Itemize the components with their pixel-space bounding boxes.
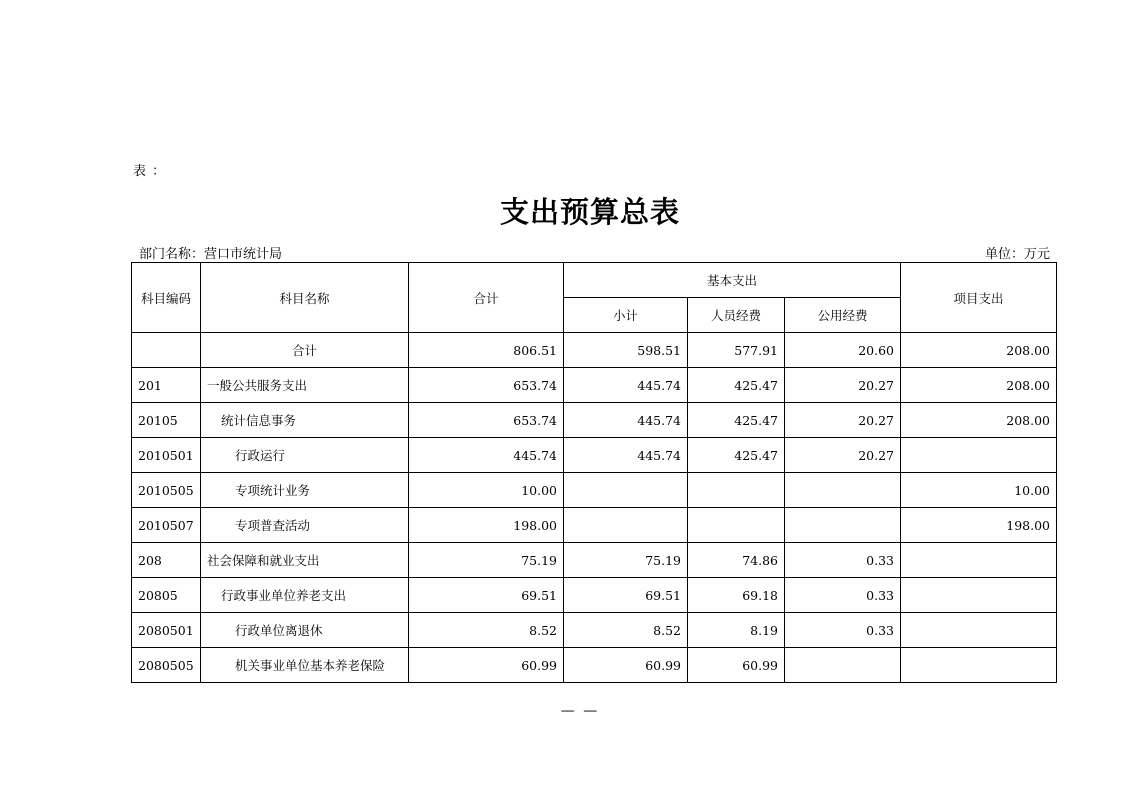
header-subtotal: 小计 <box>564 298 688 333</box>
subtotal-cell <box>564 473 688 508</box>
total-cell: 75.19 <box>409 543 564 578</box>
name-cell: 一般公共服务支出 <box>201 368 409 403</box>
header-personnel: 人员经费 <box>688 298 785 333</box>
table-row <box>132 473 1057 508</box>
total-cell: 445.74 <box>409 438 564 473</box>
project-cell: 208.00 <box>901 333 1057 368</box>
table-row <box>132 333 1057 368</box>
subtotal-cell: 8.52 <box>564 613 688 648</box>
code-cell: 2080505 <box>132 648 201 683</box>
total-cell: 653.74 <box>409 368 564 403</box>
total-cell: 60.99 <box>409 648 564 683</box>
project-cell <box>901 578 1057 613</box>
code-cell: 201 <box>132 368 201 403</box>
project-cell <box>901 438 1057 473</box>
code-cell: 20105 <box>132 403 201 438</box>
total-cell: 653.74 <box>409 403 564 438</box>
name-cell: 行政单位离退休 <box>201 613 409 648</box>
personnel-cell: 60.99 <box>688 648 785 683</box>
public-cell: 20.27 <box>785 438 901 473</box>
project-cell: 10.00 <box>901 473 1057 508</box>
table-row <box>132 403 1057 438</box>
subtotal-cell: 445.74 <box>564 403 688 438</box>
name-cell: 行政运行 <box>201 438 409 473</box>
header-basic: 基本支出 <box>564 263 901 298</box>
table-row <box>132 438 1057 473</box>
personnel-cell: 74.86 <box>688 543 785 578</box>
code-cell: 2080501 <box>132 613 201 648</box>
unit-label: 单位：万元 <box>984 247 1050 262</box>
project-cell: 208.00 <box>901 403 1057 438</box>
code-cell: 20805 <box>132 578 201 613</box>
budget-table <box>131 262 1057 683</box>
header-name: 科目名称 <box>201 263 409 333</box>
table-label: 表 ： <box>133 164 167 179</box>
total-cell: 69.51 <box>409 578 564 613</box>
page-marker: — — <box>560 703 600 719</box>
name-cell: 社会保障和就业支出 <box>201 543 409 578</box>
public-cell: 0.33 <box>785 543 901 578</box>
personnel-cell: 69.18 <box>688 578 785 613</box>
table-row <box>132 508 1057 543</box>
name-cell: 合计 <box>201 333 409 368</box>
name-cell: 专项普查活动 <box>201 508 409 543</box>
table-row <box>132 368 1057 403</box>
personnel-cell <box>688 508 785 543</box>
project-cell: 208.00 <box>901 368 1057 403</box>
header-total: 合计 <box>409 263 564 333</box>
total-cell: 198.00 <box>409 508 564 543</box>
subtotal-cell: 445.74 <box>564 368 688 403</box>
project-cell <box>901 543 1057 578</box>
personnel-cell: 577.91 <box>688 333 785 368</box>
page-title: 支出预算总表 <box>499 195 680 229</box>
code-cell: 2010505 <box>132 473 201 508</box>
public-cell: 0.33 <box>785 578 901 613</box>
personnel-cell: 425.47 <box>688 368 785 403</box>
table-row <box>132 578 1057 613</box>
table-row <box>132 648 1057 683</box>
public-cell: 0.33 <box>785 613 901 648</box>
public-cell: 20.27 <box>785 368 901 403</box>
department-name: 部门名称：营口市统计局 <box>139 247 283 262</box>
name-cell: 专项统计业务 <box>201 473 409 508</box>
public-cell <box>785 508 901 543</box>
project-cell <box>901 613 1057 648</box>
total-cell: 8.52 <box>409 613 564 648</box>
personnel-cell: 8.19 <box>688 613 785 648</box>
name-cell: 机关事业单位基本养老保险 <box>201 648 409 683</box>
subtotal-cell: 445.74 <box>564 438 688 473</box>
code-cell: 2010501 <box>132 438 201 473</box>
subtotal-cell: 598.51 <box>564 333 688 368</box>
subtotal-cell: 69.51 <box>564 578 688 613</box>
code-cell: 208 <box>132 543 201 578</box>
subtotal-cell <box>564 508 688 543</box>
personnel-cell: 425.47 <box>688 438 785 473</box>
public-cell <box>785 648 901 683</box>
project-cell <box>901 648 1057 683</box>
public-cell: 20.27 <box>785 403 901 438</box>
public-cell: 20.60 <box>785 333 901 368</box>
subtotal-cell: 75.19 <box>564 543 688 578</box>
header-public: 公用经费 <box>785 298 901 333</box>
name-cell: 统计信息事务 <box>201 403 409 438</box>
project-cell: 198.00 <box>901 508 1057 543</box>
public-cell <box>785 473 901 508</box>
subtotal-cell: 60.99 <box>564 648 688 683</box>
total-cell: 10.00 <box>409 473 564 508</box>
table-row <box>132 613 1057 648</box>
personnel-cell: 425.47 <box>688 403 785 438</box>
table-row <box>132 543 1057 578</box>
name-cell: 行政事业单位养老支出 <box>201 578 409 613</box>
header-project: 项目支出 <box>901 263 1057 333</box>
code-cell <box>132 333 201 368</box>
personnel-cell <box>688 473 785 508</box>
total-cell: 806.51 <box>409 333 564 368</box>
code-cell: 2010507 <box>132 508 201 543</box>
header-code: 科目编码 <box>132 263 201 333</box>
